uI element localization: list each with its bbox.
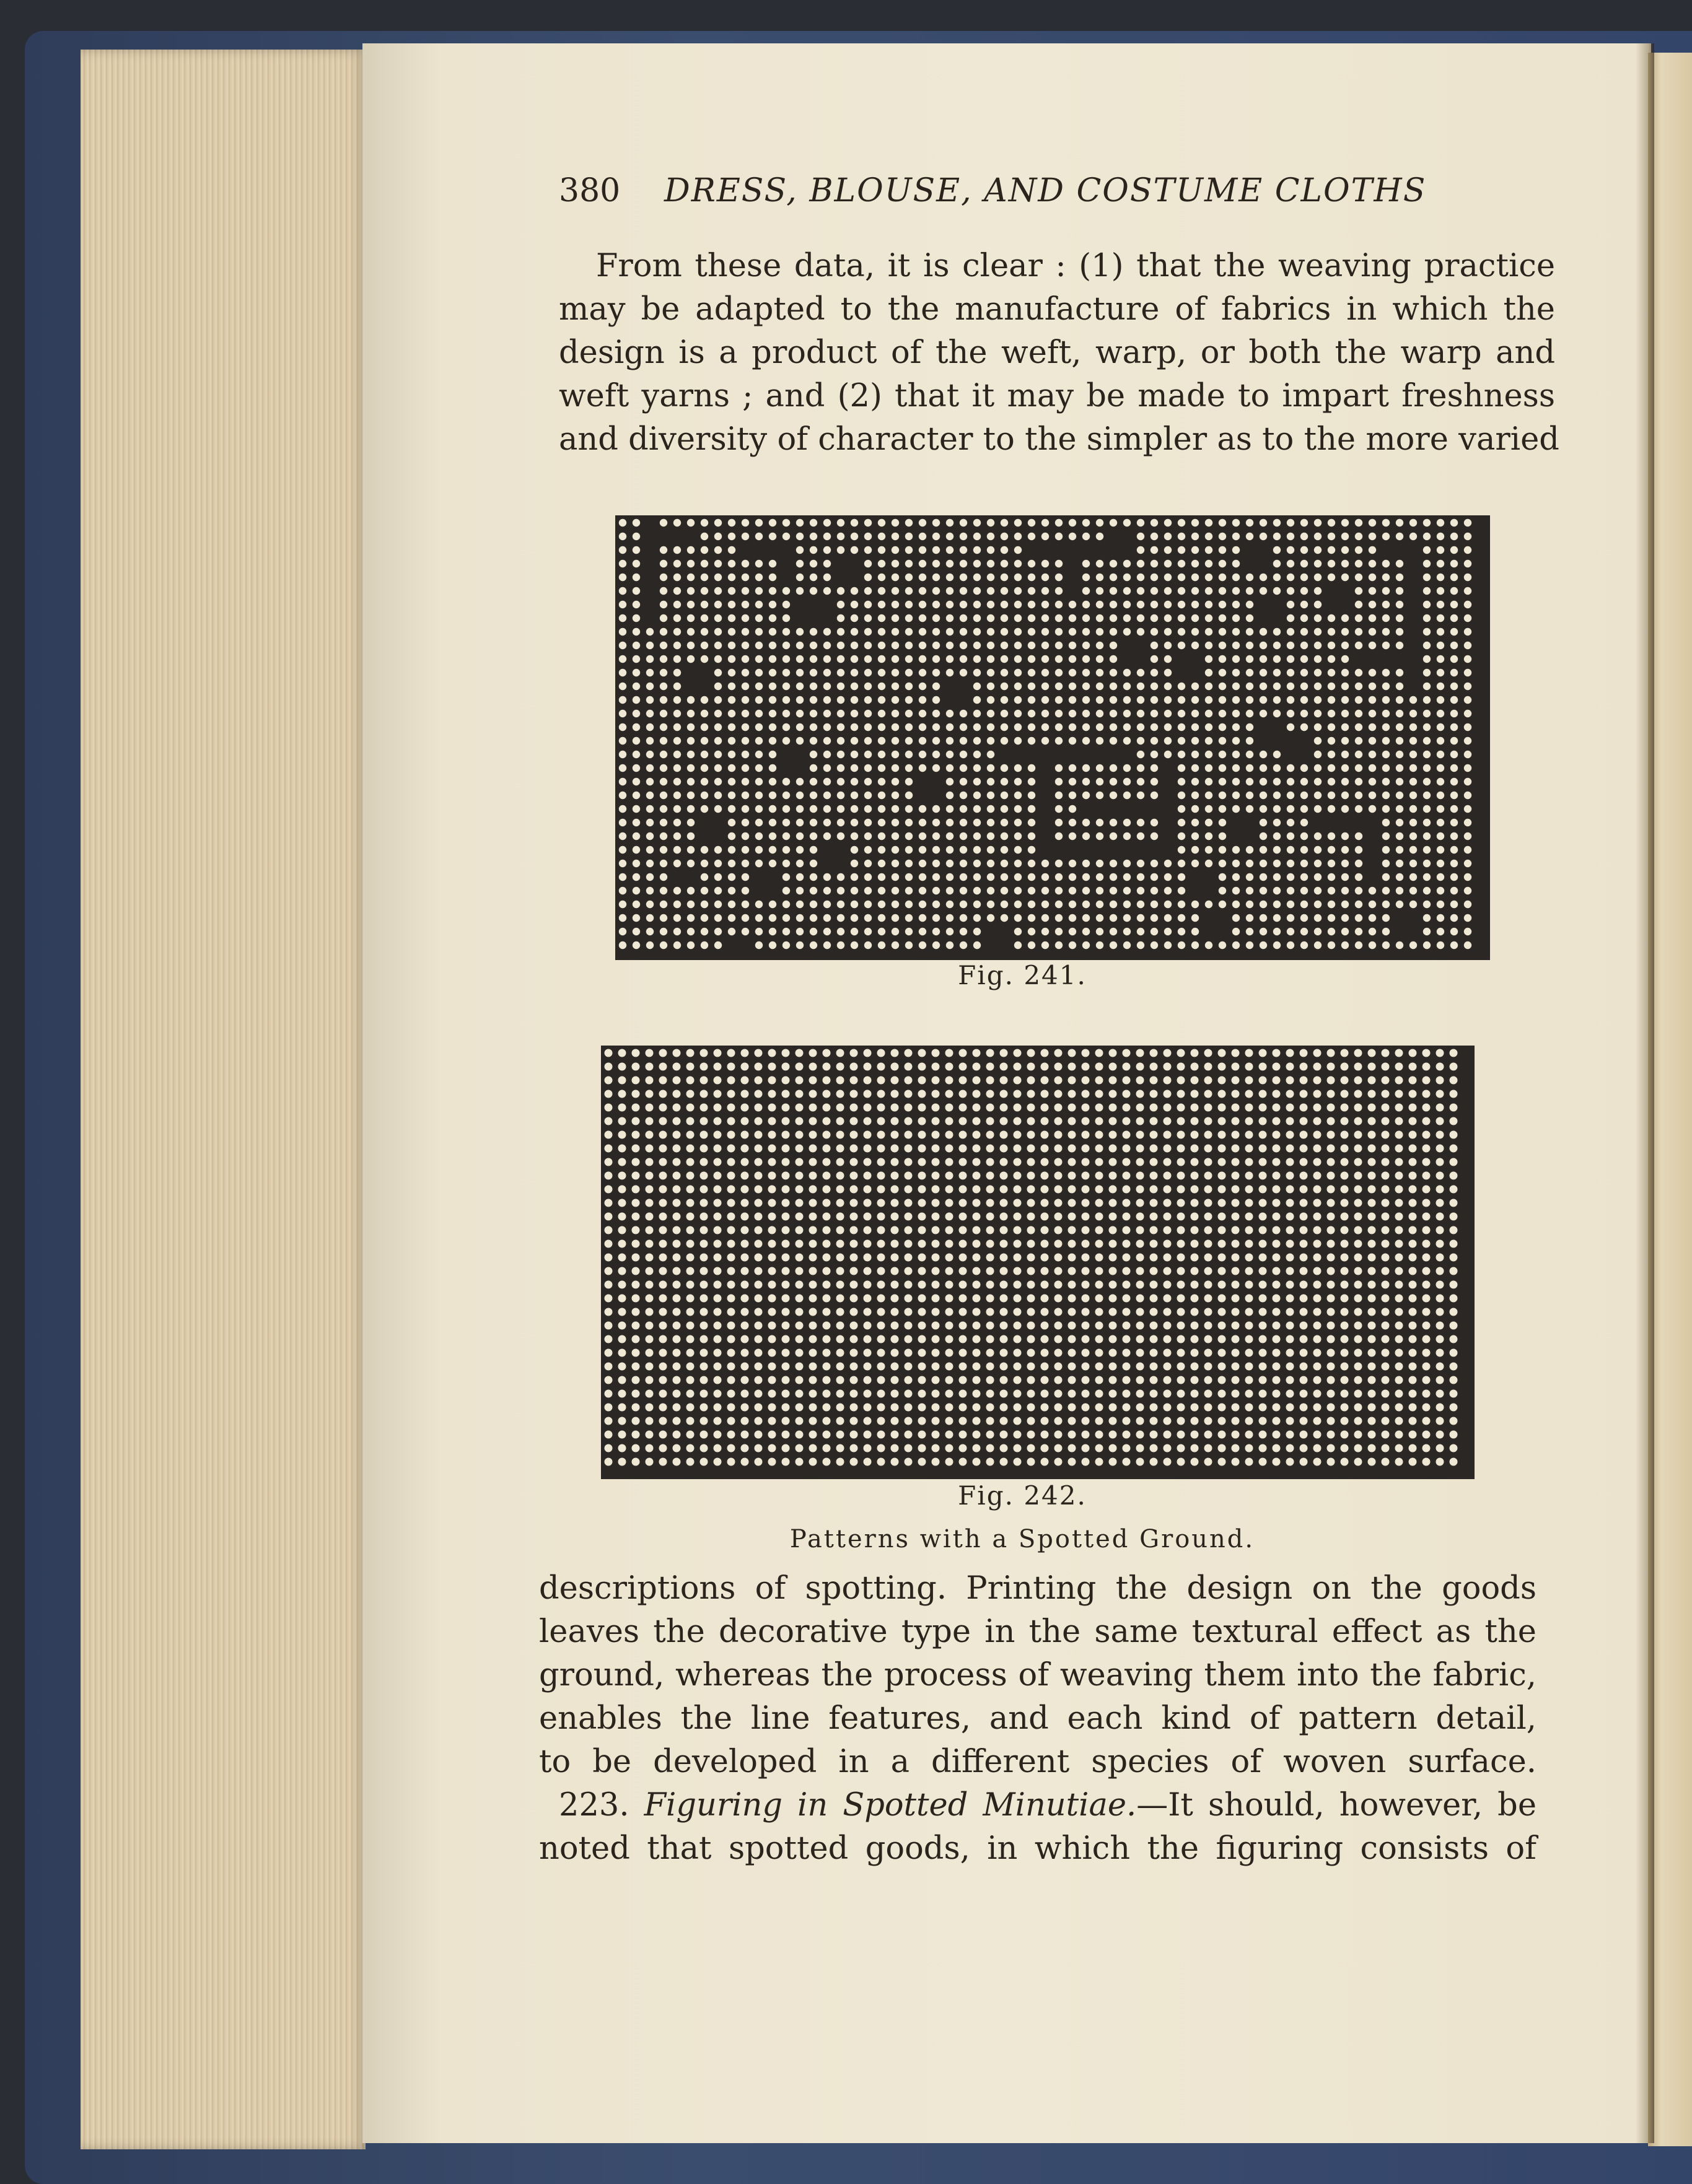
- page-number: 380: [559, 172, 621, 209]
- figure-242-pattern: [601, 1046, 1475, 1479]
- text-line: leaves the decorative type in the same textural effect as the: [539, 1614, 1536, 1650]
- section-rest: —It should, however, be: [1136, 1787, 1537, 1824]
- paragraph-bottom: [539, 1567, 1536, 1871]
- text-line: to be developed in a different species of woven surface.: [539, 1744, 1536, 1780]
- text-line: From these data, it is clear : (1) that the weaving practice: [596, 248, 1555, 284]
- figure-242-label: Fig. 242.: [958, 1480, 1087, 1511]
- figures-caption: Patterns with a Spotted Ground.: [789, 1525, 1255, 1553]
- text-line: ground, whereas the process of weaving them into the fabric,: [539, 1657, 1536, 1693]
- text-line: weft yarns ; and (2) that it may be made to impart freshness: [559, 378, 1555, 414]
- text-line: enables the line features, and each kind of pattern detail,: [539, 1700, 1536, 1737]
- text-line: design is a product of the weft, warp, or both the warp and: [559, 334, 1555, 371]
- gutter-shadow: [1636, 43, 1654, 2143]
- text-line: descriptions of spotting. Printing the design on the goods: [539, 1570, 1536, 1607]
- section-number: 223.: [559, 1787, 629, 1824]
- section-title: Figuring in Spotted Minutiae.: [644, 1787, 1137, 1824]
- paragraph-top: [559, 245, 1559, 461]
- page-edges: [81, 50, 366, 2149]
- figure-241-pattern: [615, 515, 1490, 960]
- facing-page: [1648, 53, 1692, 2146]
- running-header: [559, 172, 1463, 222]
- text-line: and diversity of character to the simpler as to the more varied: [559, 421, 1559, 458]
- text-line: noted that spotted goods, in which the figuring consists of: [539, 1830, 1536, 1867]
- text-line: may be adapted to the manufacture of fabrics in which the: [559, 291, 1555, 328]
- figure-241-label: Fig. 241.: [958, 960, 1087, 990]
- section-line: [539, 1784, 1536, 1827]
- running-head-title: DRESS, BLOUSE, AND COSTUME CLOTHS: [664, 172, 1427, 209]
